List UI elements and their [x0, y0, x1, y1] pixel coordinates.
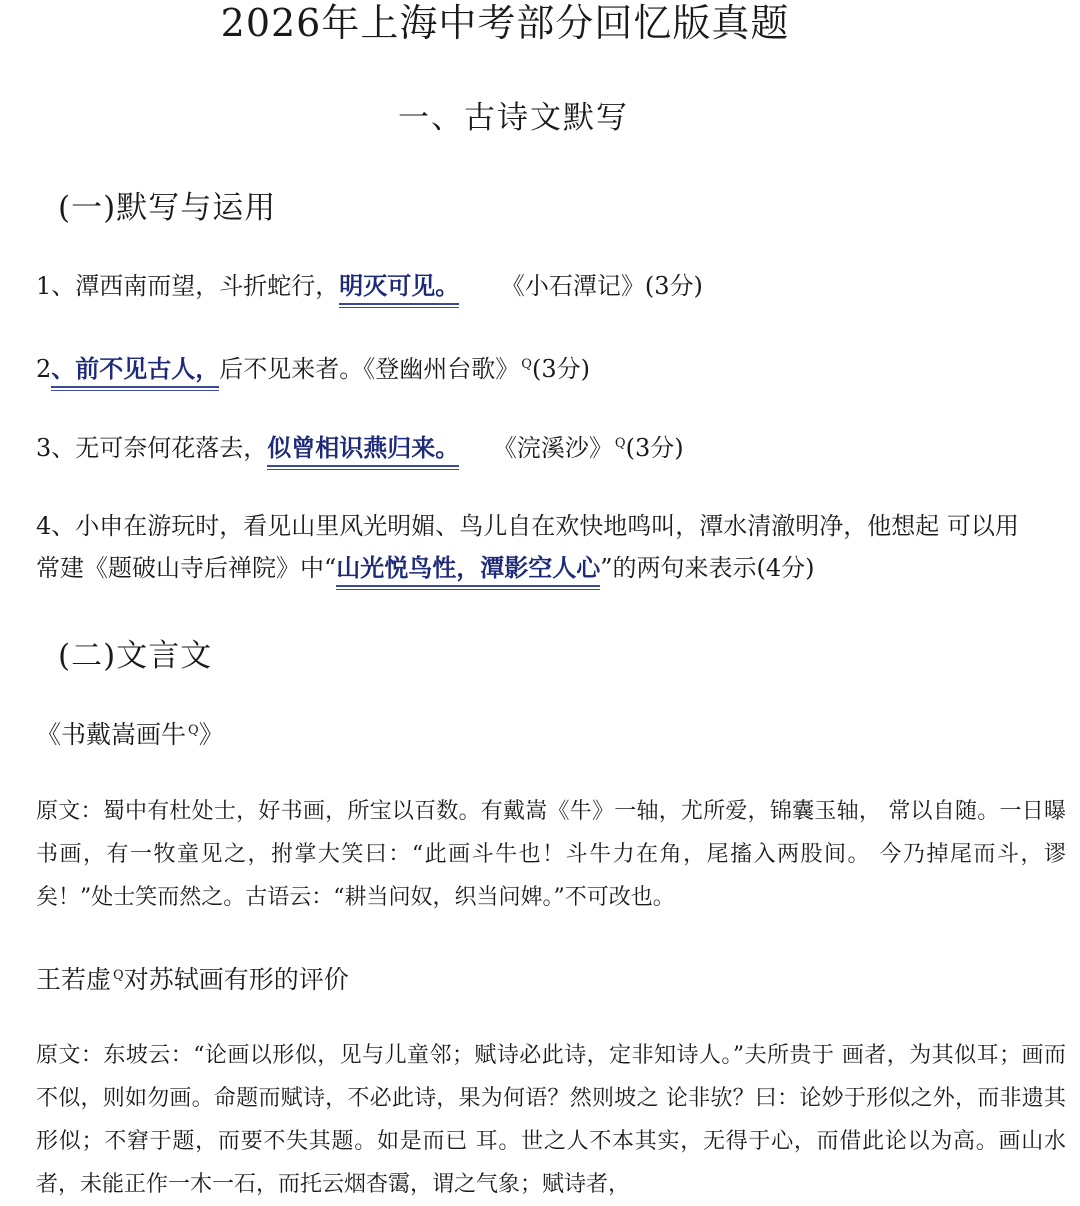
text-2-title-rest: 对苏轼画有形的评价 [123, 965, 349, 994]
search-mark-icon: Q [614, 436, 626, 451]
q4-answer: 山光悦鸟性，潭影空人心 [336, 553, 601, 582]
q2-text: 后不见来者。《登幽州台歌》 [219, 355, 520, 383]
text-1-title-close: 》 [198, 720, 224, 749]
text-2-body: 原文：东坡云：“论画以形似，见与儿童邻；赋诗必此诗，定非知诗人。”夫所贵于 画者，为其似耳；画而不似，则如勿画。命题而赋诗，不必此诗，果为何语？然则坡之 论非欤？曰：论妙于形似之外，而非遗其形似；不窘于题，而要不失其题。如是而已 耳。世之人不本其实，无得于心，而借此论以为高。画山水者，未能正作一木一石，而托云烟杳霭，谓之气象；赋诗者， [36, 1043, 1066, 1197]
page-title: 2026年上海中考部分回忆版真题 [220, 1, 790, 45]
text-1-title-text: 《书戴嵩画牛 [36, 720, 187, 749]
q2-score: (3分) [531, 355, 590, 383]
question-4-line-2 [36, 552, 815, 584]
q3-text: 3、无可奈何花落去， [36, 434, 268, 462]
search-mark-icon: Q [521, 357, 532, 372]
section-heading: 一、古诗文默写 [398, 100, 629, 136]
q1-text: 1、潭西南而望，斗折蛇行， [36, 272, 340, 300]
q2-answer: 、前不见古人， [51, 354, 220, 383]
q3-answer: 似曾相识燕归来。 [267, 433, 460, 462]
question-2 [36, 349, 590, 385]
q4-text-end: ”的两句来表示(4分) [600, 554, 815, 582]
search-mark-icon: Q [188, 722, 199, 738]
question-4-line-1: 4、小申在游玩时，看见山里风光明媚、鸟儿自在欢快地鸣叫，潭水清澈明净，他想起 可以用 [36, 512, 1019, 540]
text-1-title [36, 715, 224, 751]
question-3 [36, 428, 684, 464]
q3-score: (3分) [625, 434, 684, 462]
q3-source: 《浣溪沙》 [492, 434, 613, 462]
text-1-body: 原文：蜀中有杜处士，好书画，所宝以百数。有戴嵩《牛》一轴，尤所爱，锦囊玉轴， 常以自随。一日曝书画，有一牧童见之，拊掌大笑曰：“此画斗牛也！斗牛力在角，尾搐入两股间。 今乃掉尾而斗，谬矣！”处士笑而然之。古语云：“耕当问奴，织当问婢。”不可改也。 [36, 799, 1066, 910]
q2-number: 2 [36, 355, 52, 383]
q1-answer: 明灭可见。 [339, 271, 460, 300]
search-mark-icon: Q [113, 967, 124, 983]
text-2-title [36, 960, 349, 996]
part-heading-2: (二)文言文 [58, 638, 213, 674]
q1-source: 《小石潭记》(3分) [500, 272, 703, 300]
part-heading-1: (一)默写与运用 [58, 190, 277, 226]
q4-text: 常建《题破山寺后禅院》中“ [36, 554, 337, 582]
question-1 [36, 270, 703, 302]
text-2-title-name: 王若虚 [36, 965, 112, 994]
